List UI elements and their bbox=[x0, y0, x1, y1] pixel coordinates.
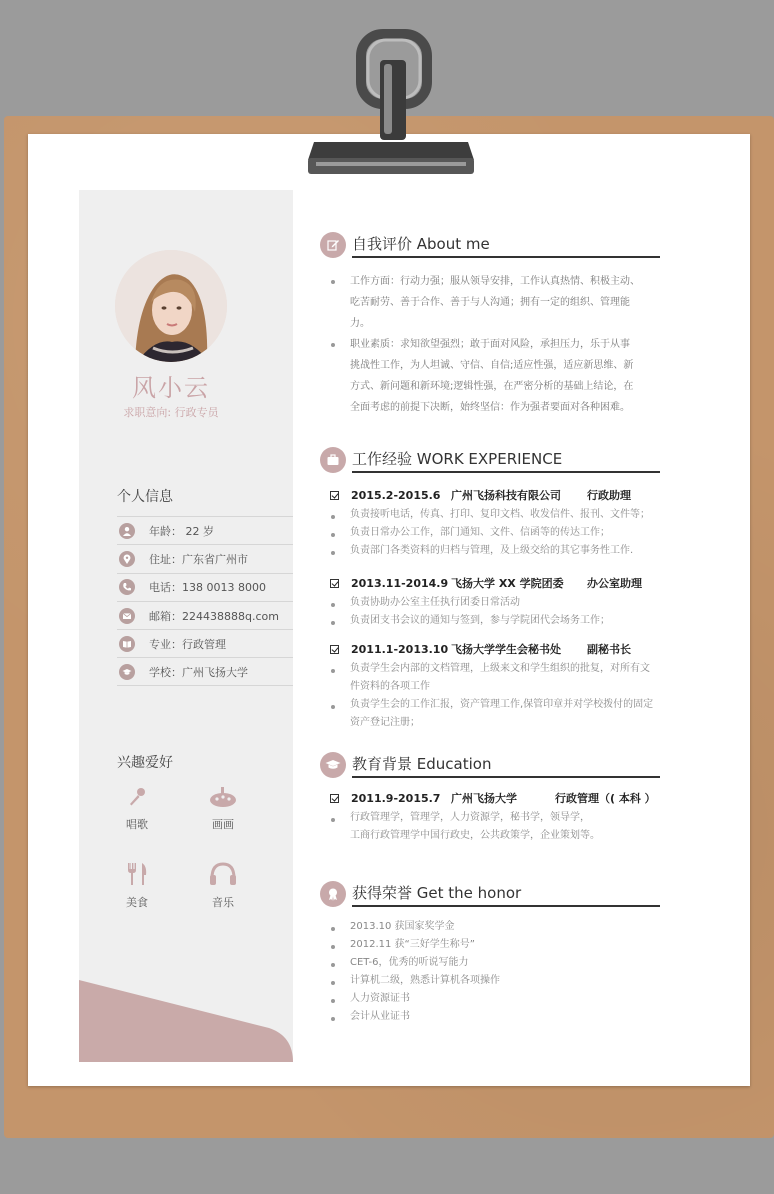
headphones-icon bbox=[209, 862, 237, 886]
hobby-singing bbox=[107, 786, 167, 832]
pencil-edit-icon bbox=[320, 232, 346, 258]
job-org: 飞扬大学学生会秘书处 bbox=[451, 643, 561, 656]
checkbox-icon bbox=[330, 491, 339, 500]
honor-item: 会计从业证书 bbox=[320, 1008, 660, 1026]
portrait-image bbox=[115, 250, 227, 362]
hobby-music bbox=[193, 862, 253, 910]
job-duty: 负责接听电话，传真、打印、复印文档、收发信件、报刊、文件等； bbox=[320, 506, 660, 524]
person-icon bbox=[119, 523, 135, 539]
job-entry-3 bbox=[320, 638, 660, 660]
info-text: 邮箱：224438888q.com bbox=[149, 609, 279, 623]
job-period: 2015.2-2015.6 bbox=[351, 488, 441, 502]
honor-item: 2012.11 获“三好学生称号” bbox=[320, 936, 660, 954]
job-org: 飞扬大学 XX 学院团委 bbox=[451, 577, 564, 590]
about-line: 职业素质：求知欲望强烈；敢于面对风险，承担压力，乐于从事 bbox=[350, 339, 630, 350]
education-entry bbox=[320, 787, 660, 809]
honor-item: 人力资源证书 bbox=[320, 990, 660, 1008]
job-duty: 负责协助办公室主任执行团委日常活动 bbox=[320, 594, 660, 612]
honor-item: CET-6，优秀的听说写能力 bbox=[320, 954, 660, 972]
education-school: 广州飞扬大学 bbox=[451, 792, 517, 805]
education-courses bbox=[320, 809, 660, 845]
info-text: 住址：广东省广州市 bbox=[149, 552, 248, 566]
about-line: 吃苦耐劳、善于合作、善于与人沟通；拥有一定的组织、管理能 bbox=[350, 297, 630, 308]
phone-icon bbox=[119, 579, 135, 595]
personal-info-title: 个人信息 bbox=[117, 489, 173, 505]
info-row-phone bbox=[117, 573, 293, 601]
personal-info-list bbox=[117, 516, 293, 686]
honor-item: 计算机二级，熟悉计算机各项操作 bbox=[320, 972, 660, 990]
info-row-age bbox=[117, 516, 293, 544]
about-line: 全面考虑的前提下决断，始终坚信：作为强者要面对各种困难。 bbox=[350, 402, 630, 413]
section-title-honors: 获得荣誉 Get the honor bbox=[352, 882, 660, 907]
checkbox-icon bbox=[330, 579, 339, 588]
info-row-address bbox=[117, 544, 293, 572]
fork-knife-icon bbox=[124, 862, 150, 886]
section-experience bbox=[320, 446, 660, 732]
job-duty-line: 负责学生会的工作汇报，资产管理工作,保管印章并对学校拨付的固定 bbox=[350, 699, 654, 710]
section-title-education: 教育背景 Education bbox=[352, 753, 660, 778]
hobby-label: 音乐 bbox=[212, 896, 234, 909]
info-text: 学校：广州飞扬大学 bbox=[149, 665, 248, 679]
section-education bbox=[320, 751, 660, 845]
education-line: 工商行政管理学中国行政史，公共政策学，企业策划等。 bbox=[350, 830, 600, 841]
hobby-label: 美食 bbox=[126, 896, 148, 909]
avatar bbox=[115, 250, 227, 362]
mail-icon bbox=[119, 608, 135, 624]
job-role: 行政助理 bbox=[587, 489, 631, 502]
binder-clip-icon bbox=[306, 20, 476, 180]
job-intent: 求职意向: 行政专员 bbox=[123, 406, 219, 419]
hobby-label: 画画 bbox=[212, 818, 234, 831]
education-line: 行政管理学，管理学，人力资源学，秘书学，领导学， bbox=[350, 812, 590, 823]
hobbies-title: 兴趣爱好 bbox=[117, 755, 173, 771]
section-title-experience: 工作经验 WORK EXPERIENCE bbox=[352, 448, 660, 473]
graduation-cap-icon bbox=[119, 664, 135, 680]
job-duty: 负责团支书会议的通知与签到，参与学院团代会场务工作； bbox=[320, 612, 660, 630]
job-entry-1 bbox=[320, 484, 660, 506]
section-about bbox=[320, 231, 660, 418]
job-duty-line: 资产登记注册； bbox=[350, 717, 420, 728]
info-text: 专业：行政管理 bbox=[149, 637, 226, 651]
job-duty-line: 件资料的各项工作 bbox=[350, 681, 430, 692]
about-paragraph-work bbox=[320, 271, 660, 334]
info-text: 电话：138 0013 8000 bbox=[149, 581, 266, 595]
mortarboard-icon bbox=[320, 752, 346, 778]
candidate-name: 风小云 bbox=[132, 374, 210, 402]
checkbox-icon bbox=[330, 794, 339, 803]
education-major: 行政管理（( 本科 ） bbox=[555, 792, 656, 805]
palette-icon bbox=[209, 786, 237, 808]
hobby-label: 唱歌 bbox=[126, 818, 148, 831]
section-honors bbox=[320, 880, 660, 1026]
job-role: 办公室助理 bbox=[587, 577, 642, 590]
checkbox-icon bbox=[330, 645, 339, 654]
job-duty bbox=[320, 660, 660, 696]
award-medal-icon bbox=[320, 881, 346, 907]
about-line: 挑战性工作，为人坦诚、守信、自信;适应性强，适应新思维、新 bbox=[350, 360, 634, 371]
section-title-about: 自我评价 About me bbox=[352, 233, 660, 258]
location-pin-icon bbox=[119, 551, 135, 567]
hobby-food bbox=[107, 862, 167, 910]
job-duty-line: 负责学生会内部的文档管理，上级来文和学生组织的批复，对所有文 bbox=[350, 663, 650, 674]
hobby-painting bbox=[193, 786, 253, 832]
info-row-major bbox=[117, 629, 293, 657]
info-row-school bbox=[117, 657, 293, 685]
sidebar bbox=[79, 190, 293, 1062]
job-duty bbox=[320, 696, 660, 732]
briefcase-icon bbox=[320, 447, 346, 473]
microphone-icon bbox=[126, 786, 148, 808]
education-period: 2011.9-2015.7 bbox=[351, 791, 441, 805]
book-icon bbox=[119, 636, 135, 652]
job-period: 2011.1-2013.10 bbox=[351, 642, 449, 656]
job-role: 副秘书长 bbox=[587, 643, 631, 656]
job-period: 2013.11-2014.9 bbox=[351, 576, 449, 590]
job-duty: 负责日常办公工作，部门通知、文件、信函等的传达工作； bbox=[320, 524, 660, 542]
job-entry-2 bbox=[320, 572, 660, 594]
info-row-email bbox=[117, 601, 293, 629]
honor-item: 2013.10 获国家奖学金 bbox=[320, 918, 660, 936]
about-line: 工作方面：行动力强；服从领导安排，工作认真热情、积极主动、 bbox=[350, 276, 640, 287]
about-paragraph-quality bbox=[320, 334, 660, 418]
job-org: 广州飞扬科技有限公司 bbox=[451, 489, 561, 502]
about-line: 方式、新问题和新环境;逻辑性强，在严密分析的基础上结论，在 bbox=[350, 381, 634, 392]
about-line: 力。 bbox=[350, 318, 370, 329]
info-text: 年龄： 22 岁 bbox=[149, 524, 214, 538]
job-duty: 负责部门各类资料的归档与管理，及上级交给的其它事务性工作. bbox=[320, 542, 660, 560]
